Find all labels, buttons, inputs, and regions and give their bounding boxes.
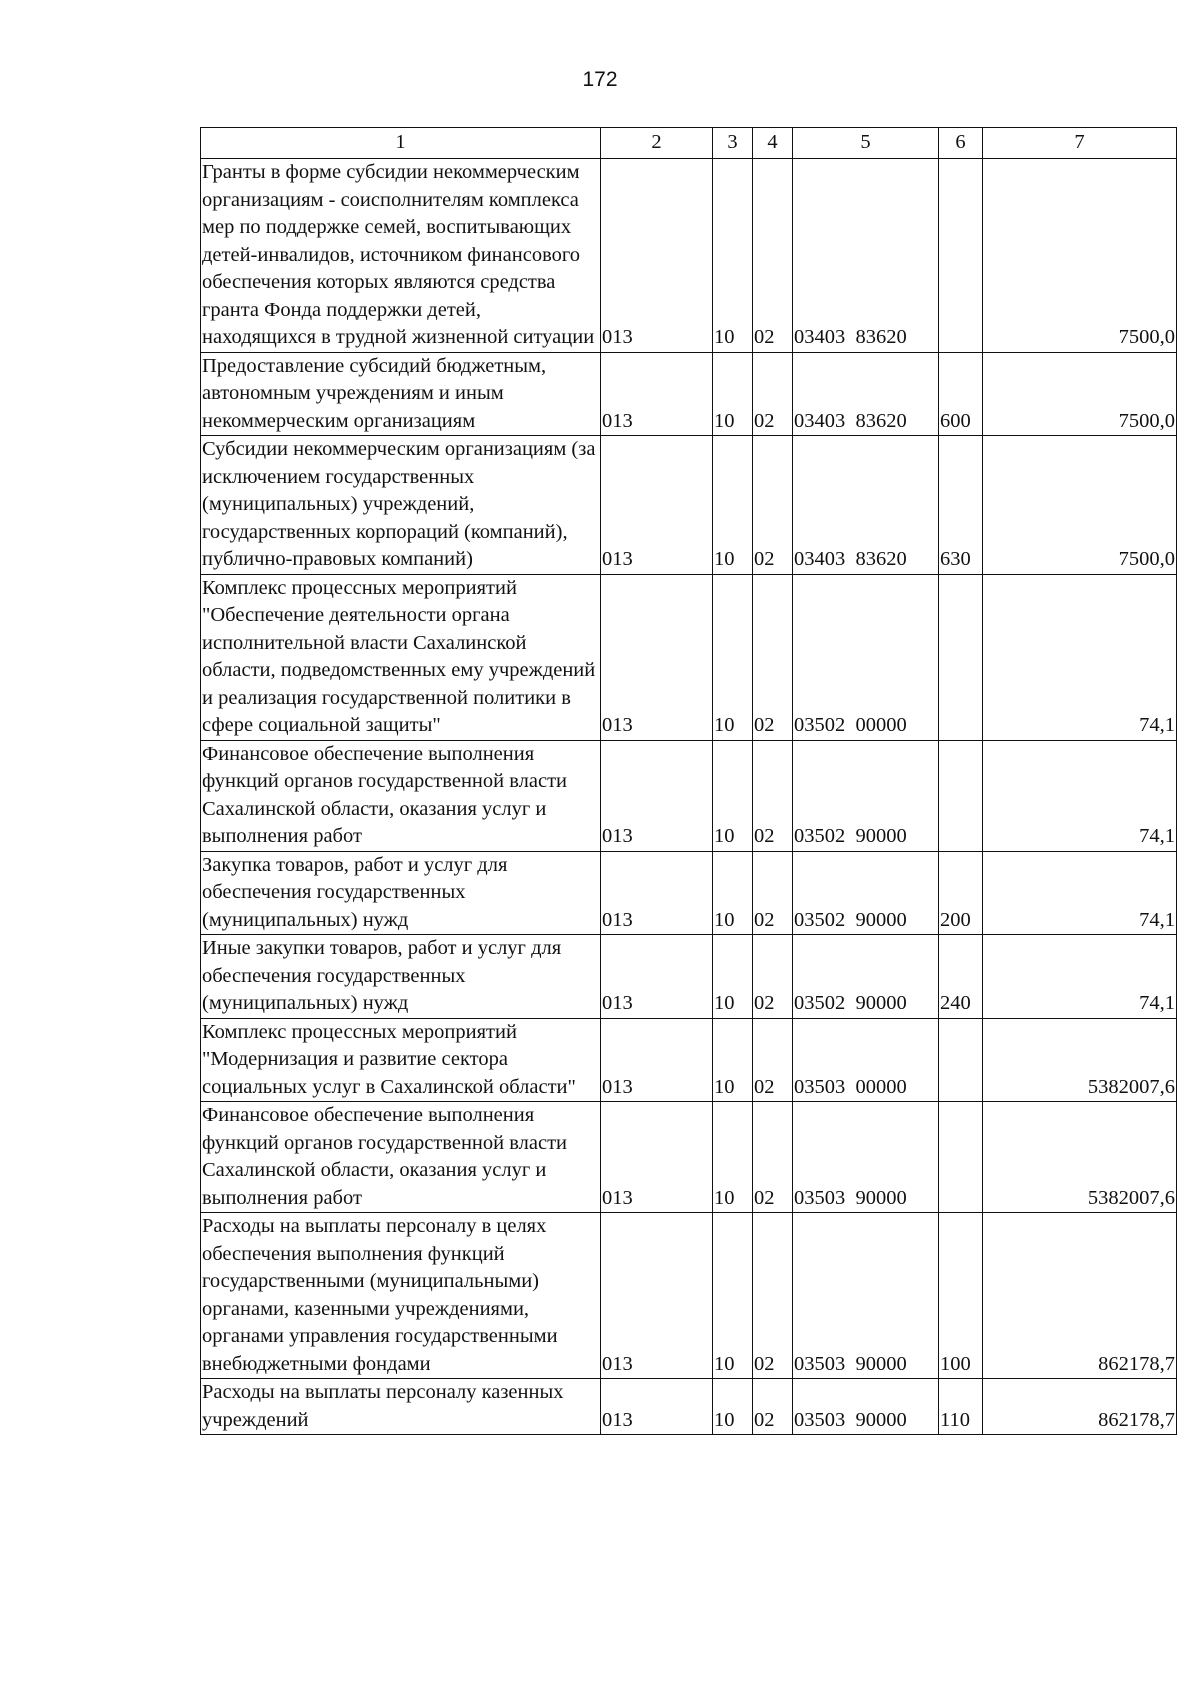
amount-cell: 74,1 xyxy=(983,851,1177,935)
subsection-code-cell: 02 xyxy=(753,1379,793,1435)
target-article-cell: 03403 83620 xyxy=(793,352,939,436)
page-number: 172 xyxy=(582,68,618,91)
section-code-cell: 10 xyxy=(713,1018,753,1102)
amount-cell: 5382007,6 xyxy=(983,1018,1177,1102)
subsection-code-cell: 02 xyxy=(753,935,793,1019)
table-row xyxy=(201,851,1177,935)
expense-type-cell: 600 xyxy=(939,352,983,436)
table-row xyxy=(201,159,1177,353)
ministry-code-cell: 013 xyxy=(601,159,713,353)
column-header: 1 xyxy=(201,128,601,159)
target-article-cell: 03503 90000 xyxy=(793,1379,939,1435)
table-row xyxy=(201,1018,1177,1102)
ministry-code-cell: 013 xyxy=(601,1379,713,1435)
ministry-code-cell: 013 xyxy=(601,935,713,1019)
table-row xyxy=(201,352,1177,436)
amount-cell: 5382007,6 xyxy=(983,1102,1177,1213)
section-code-cell: 10 xyxy=(713,935,753,1019)
subsection-code-cell: 02 xyxy=(753,436,793,575)
table-body xyxy=(201,159,1177,1435)
subsection-code-cell: 02 xyxy=(753,740,793,851)
expense-type-cell: 100 xyxy=(939,1213,983,1379)
budget-table xyxy=(200,127,1177,1435)
expense-type-cell xyxy=(939,574,983,740)
section-code-cell: 10 xyxy=(713,851,753,935)
subsection-code-cell: 02 xyxy=(753,352,793,436)
header-row xyxy=(201,128,1177,159)
ministry-code-cell: 013 xyxy=(601,436,713,575)
table-row xyxy=(201,935,1177,1019)
column-header: 7 xyxy=(983,128,1177,159)
amount-cell: 7500,0 xyxy=(983,159,1177,353)
expense-name-cell: Субсидии некоммерческим организациям (за исключением государственных (муниципальных) учреждений, государственных корпораций (компаний), публично-правовых компаний) xyxy=(201,436,601,575)
expense-name-cell: Комплекс процессных мероприятий "Обеспечение деятельности органа исполнительной власти Сахалинской области, подведомственных ему учреждений и реализация государственной политики в сфере социальной защиты" xyxy=(201,574,601,740)
target-article-cell: 03503 90000 xyxy=(793,1213,939,1379)
expense-type-cell: 630 xyxy=(939,436,983,575)
column-header: 6 xyxy=(939,128,983,159)
column-header: 3 xyxy=(713,128,753,159)
amount-cell: 74,1 xyxy=(983,935,1177,1019)
section-code-cell: 10 xyxy=(713,352,753,436)
ministry-code-cell: 013 xyxy=(601,740,713,851)
section-code-cell: 10 xyxy=(713,574,753,740)
amount-cell: 7500,0 xyxy=(983,352,1177,436)
subsection-code-cell: 02 xyxy=(753,1102,793,1213)
ministry-code-cell: 013 xyxy=(601,1018,713,1102)
expense-type-cell: 110 xyxy=(939,1379,983,1435)
amount-cell: 74,1 xyxy=(983,740,1177,851)
section-code-cell: 10 xyxy=(713,159,753,353)
expense-name-cell: Финансовое обеспечение выполнения функций органов государственной власти Сахалинской области, оказания услуг и выполнения работ xyxy=(201,1102,601,1213)
table-row xyxy=(201,436,1177,575)
table-row xyxy=(201,1213,1177,1379)
target-article-cell: 03502 00000 xyxy=(793,574,939,740)
section-code-cell: 10 xyxy=(713,1213,753,1379)
expense-name-cell: Закупка товаров, работ и услуг для обеспечения государственных (муниципальных) нужд xyxy=(201,851,601,935)
ministry-code-cell: 013 xyxy=(601,1213,713,1379)
target-article-cell: 03502 90000 xyxy=(793,851,939,935)
expense-name-cell: Предоставление субсидий бюджетным, автономным учреждениям и иным некоммерческим организациям xyxy=(201,352,601,436)
expense-type-cell xyxy=(939,159,983,353)
table-row xyxy=(201,1102,1177,1213)
table-row xyxy=(201,574,1177,740)
expense-type-cell: 240 xyxy=(939,935,983,1019)
expense-name-cell: Финансовое обеспечение выполнения функций органов государственной власти Сахалинской области, оказания услуг и выполнения работ xyxy=(201,740,601,851)
expense-name-cell: Расходы на выплаты персоналу в целях обеспечения выполнения функций государственными (муниципальными) органами, казенными учреждениями, органами управления государственными внебюджетными фондами xyxy=(201,1213,601,1379)
column-header: 5 xyxy=(793,128,939,159)
expense-type-cell xyxy=(939,1102,983,1213)
amount-cell: 7500,0 xyxy=(983,436,1177,575)
subsection-code-cell: 02 xyxy=(753,851,793,935)
ministry-code-cell: 013 xyxy=(601,1102,713,1213)
expense-type-cell xyxy=(939,740,983,851)
expense-name-cell: Расходы на выплаты персоналу казенных учреждений xyxy=(201,1379,601,1435)
subsection-code-cell: 02 xyxy=(753,159,793,353)
amount-cell: 862178,7 xyxy=(983,1379,1177,1435)
table-row xyxy=(201,740,1177,851)
subsection-code-cell: 02 xyxy=(753,1213,793,1379)
column-header: 2 xyxy=(601,128,713,159)
ministry-code-cell: 013 xyxy=(601,352,713,436)
section-code-cell: 10 xyxy=(713,1379,753,1435)
ministry-code-cell: 013 xyxy=(601,574,713,740)
expense-name-cell: Иные закупки товаров, работ и услуг для обеспечения государственных (муниципальных) нужд xyxy=(201,935,601,1019)
section-code-cell: 10 xyxy=(713,1102,753,1213)
expense-type-cell xyxy=(939,1018,983,1102)
expense-name-cell: Комплекс процессных мероприятий "Модернизация и развитие сектора социальных услуг в Сахалинской области" xyxy=(201,1018,601,1102)
target-article-cell: 03503 00000 xyxy=(793,1018,939,1102)
target-article-cell: 03502 90000 xyxy=(793,935,939,1019)
column-header: 4 xyxy=(753,128,793,159)
section-code-cell: 10 xyxy=(713,740,753,851)
target-article-cell: 03403 83620 xyxy=(793,436,939,575)
amount-cell: 74,1 xyxy=(983,574,1177,740)
target-article-cell: 03503 90000 xyxy=(793,1102,939,1213)
target-article-cell: 03403 83620 xyxy=(793,159,939,353)
table-row xyxy=(201,1379,1177,1435)
target-article-cell: 03502 90000 xyxy=(793,740,939,851)
expense-name-cell: Гранты в форме субсидии некоммерческим организациям - соисполнителям комплекса мер по поддержке семей, воспитывающих детей-инвалидов, источником финансового обеспечения которых являются средства гранта Фонда поддержки детей, находящихся в трудной жизненной ситуации xyxy=(201,159,601,353)
subsection-code-cell: 02 xyxy=(753,1018,793,1102)
subsection-code-cell: 02 xyxy=(753,574,793,740)
amount-cell: 862178,7 xyxy=(983,1213,1177,1379)
ministry-code-cell: 013 xyxy=(601,851,713,935)
section-code-cell: 10 xyxy=(713,436,753,575)
expense-type-cell: 200 xyxy=(939,851,983,935)
